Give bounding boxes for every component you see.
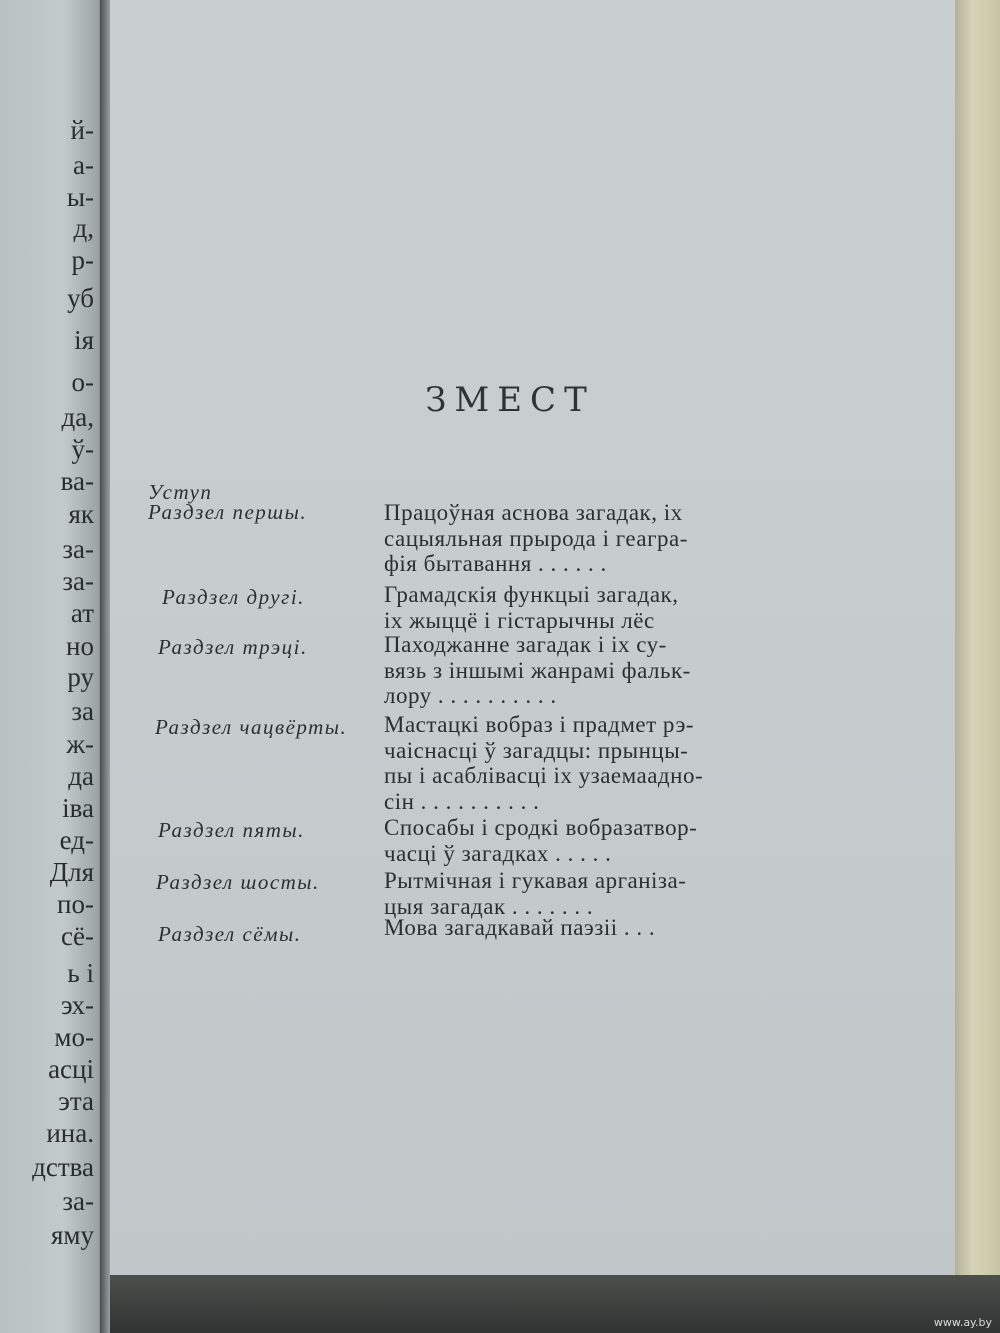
toc-entry-description-line: Рытмічная і гукавая арганіза-	[384, 868, 687, 893]
left-page-text-fragment: эта	[58, 1086, 94, 1116]
toc-entry-description-line: Грамадскія функцыі загадак,	[384, 582, 679, 607]
left-page-text-fragment: ина.	[46, 1118, 94, 1148]
toc-entry-description-line: лору . . . . . . . . . .	[384, 683, 557, 708]
left-page-text-fragment: уб	[67, 283, 94, 313]
left-page-text-fragment: іва	[62, 793, 94, 823]
toc-entry-label: Раздзел першы.	[148, 500, 308, 524]
toc-entry-label: Раздзел трэці.	[158, 635, 308, 659]
left-page-text-fragment: ў-	[71, 434, 94, 464]
left-page	[0, 0, 106, 1333]
left-page-text-fragment: ед-	[59, 825, 94, 855]
left-page-text-fragment: за	[71, 696, 94, 726]
left-page-text-fragment: за-	[62, 566, 94, 596]
toc-entry-description-line: Працоўная аснова загадак, іх	[384, 500, 683, 525]
left-page-text-fragment: за-	[62, 1186, 94, 1216]
toc-entry-label: Раздзел сёмы.	[158, 922, 302, 946]
left-page-text-fragment: ія	[74, 325, 94, 355]
watermark: www.ay.by	[933, 1316, 992, 1329]
toc-entry-description-line: сацыяльная прырода і геагра-	[384, 525, 688, 551]
left-page-text-fragment: д,	[73, 213, 94, 243]
toc-entry-description-line: чаіснасці ў загадцы: прынцы-	[384, 737, 689, 763]
left-page-text-fragment: эх-	[60, 990, 94, 1020]
page-edge	[955, 0, 1000, 1290]
left-page-text-fragment: а-	[73, 150, 94, 180]
left-page-text-fragment: дства	[32, 1152, 94, 1182]
toc-entry-description-line: Мастацкі вобраз і прадмет рэ-	[384, 712, 695, 737]
toc-entry-label: Уступ	[148, 480, 213, 504]
left-page-text-fragment: яму	[50, 1220, 94, 1250]
toc-title: ЗМЕСТ	[425, 380, 595, 420]
left-page-text-fragment: асці	[48, 1054, 94, 1084]
toc-entry-description-line: вязь з іншымі жанрамі фальк-	[384, 657, 691, 683]
toc-entry-description-line: сін . . . . . . . . . .	[384, 788, 540, 814]
toc-entry-description-line: пы і асаблівасці іх узаемаадно-	[384, 763, 704, 788]
toc-entry-description-line: фія бытавання . . . . . .	[384, 551, 607, 576]
toc-entry-description-line: Мова загадкавай паэзіі . . .	[384, 915, 656, 940]
left-page-text-fragment: ж-	[66, 729, 94, 759]
left-page-text-fragment: ь і	[67, 958, 94, 988]
left-page-text-fragment: о-	[71, 367, 94, 397]
toc-entry-label: Раздзел чацвёрты.	[155, 715, 348, 739]
left-page-text-fragment: да	[68, 761, 94, 791]
left-page-text-fragment: ат	[70, 598, 94, 628]
toc-entry-description-line: часці ў загадках . . . . .	[384, 840, 612, 866]
left-page-text-fragment: як	[68, 499, 94, 529]
left-page-text-fragment: сё-	[61, 921, 94, 951]
left-page-text-fragment: по-	[57, 889, 94, 919]
page-bottom-shadow	[110, 1275, 1000, 1333]
toc-entry-label: Раздзел другі.	[162, 585, 305, 609]
left-page-text-fragment: за-	[62, 534, 94, 564]
toc-entry-label: Раздзел пяты.	[158, 818, 305, 842]
left-page-text-fragment: ру	[67, 662, 94, 692]
toc-entry-description-line: Спосабы і сродкі вобразатвор-	[384, 815, 698, 840]
left-page-text-fragment: да,	[61, 402, 94, 432]
left-page-text-fragment: ы-	[66, 182, 94, 212]
toc-entry-description-line: іх жыццё і гістарычны лёс	[384, 607, 655, 633]
left-page-text-fragment: й-	[70, 115, 94, 145]
left-page-text-fragment: р-	[71, 245, 94, 275]
toc-entry-description-line: цыя загадак . . . . . . .	[384, 893, 594, 919]
left-page-text-fragment: Для	[49, 857, 94, 887]
toc-entry-description-line: Паходжанне загадак і іх су-	[384, 632, 667, 657]
toc-entry-label: Раздзел шосты.	[156, 870, 320, 894]
left-page-text-fragment: но	[66, 631, 94, 661]
left-page-text-fragment: мо-	[54, 1022, 94, 1052]
left-page-text-fragment: ва-	[60, 466, 94, 496]
